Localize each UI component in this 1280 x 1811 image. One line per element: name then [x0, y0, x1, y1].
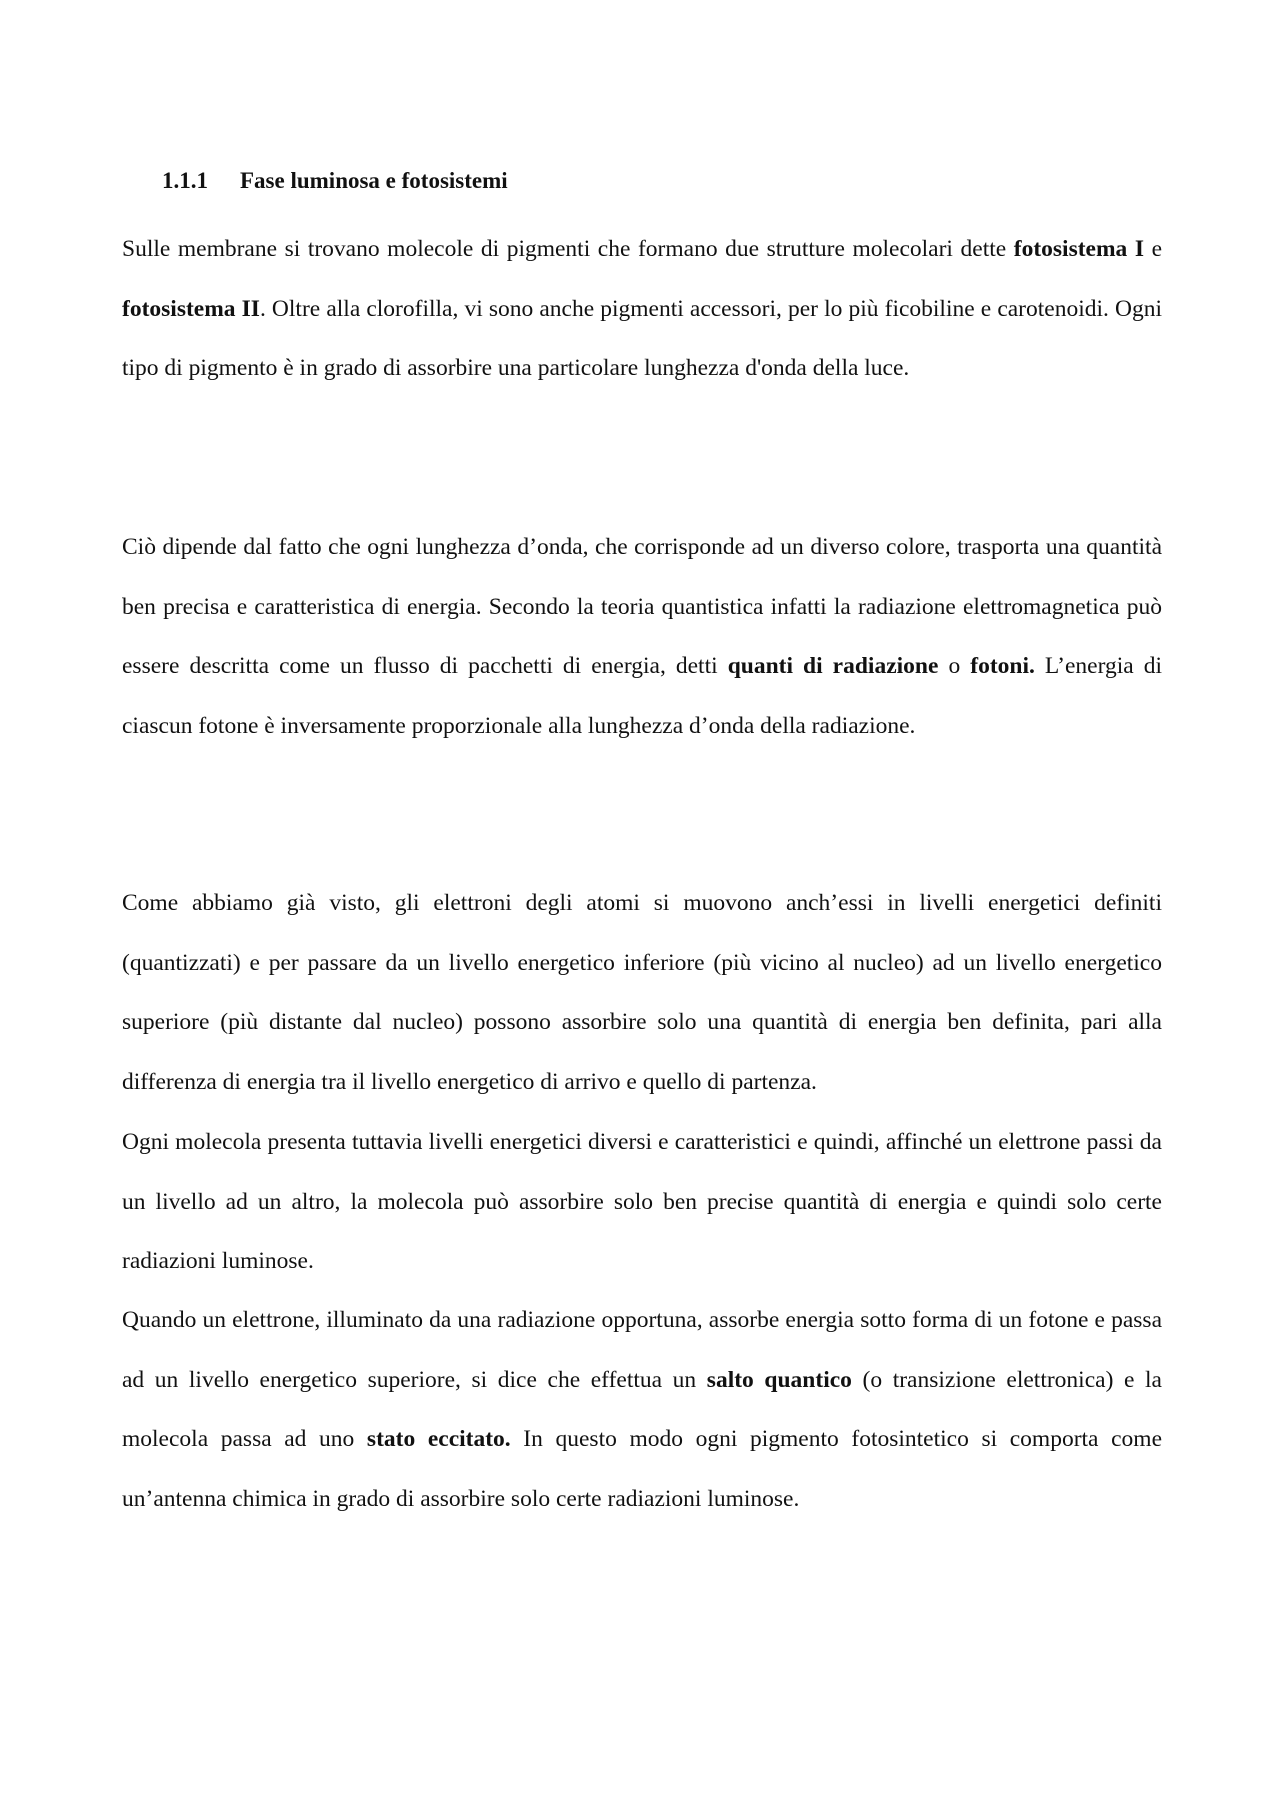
- paragraph-energy-levels: [122, 874, 1162, 1112]
- section-heading: [162, 166, 508, 196]
- text-run: Ciò dipende dal fatto che ogni lunghezza d’onda, che corrisponde ad un diverso colore, trasporta una quantità ben precisa e caratteristica di energia. Secondo la teoria quantistica infatti la radiazione elettromagnetica può essere descritta come un flusso di pacchetti di energia, detti: [122, 534, 1162, 680]
- text-run: Sulle membrane si trovano molecole di pigmenti che formano due strutture molecolari dette: [122, 236, 1014, 262]
- paragraph-quantum-jump: [122, 1291, 1162, 1529]
- bold-term: quanti di radiazione: [727, 653, 939, 680]
- text-run: . Oltre alla clorofilla, vi sono anche pigmenti accessori, per lo più ficobiline e carotenoidi. Ogni tipo di pigmento è in grado di assorbire una particolare lunghezza d'onda della luce.: [122, 295, 1162, 382]
- paragraph-molecule-levels: [122, 1113, 1162, 1292]
- text-run: o: [938, 653, 971, 680]
- text-run: L’energia di ciascun fotone è inversamente proporzionale alla lunghezza d’onda della radiazione.: [122, 653, 1162, 739]
- bold-term: fotosistema I: [1013, 236, 1145, 262]
- bold-term: salto quantico: [706, 1366, 852, 1393]
- text-run: In questo modo ogni pigmento fotosintetico si comporta come un’antenna chimica in grado di assorbire solo certe radiazioni luminose.: [122, 1426, 1162, 1512]
- text-run: Come abbiamo già visto, gli elettroni degli atomi si muovono anch’essi in livelli energetici definiti (quantizzati) e per passare da un livello energetico inferiore (più vicino al nucleo) ad un livello energetico superiore (più distante dal nucleo) possono assorbire solo una quantità di energia ben definita, pari alla differenza di energia tra il livello energetico di arrivo e quello di partenza.: [122, 890, 1162, 1095]
- paragraph-quanta: [122, 518, 1162, 756]
- text-run: (o transizione elettronica) e la molecola passa ad uno: [122, 1366, 1162, 1453]
- bold-term: stato eccitato.: [366, 1426, 511, 1453]
- bold-term: fotosistema II: [122, 295, 260, 322]
- paragraph-photosystems: [122, 220, 1162, 399]
- text-run: e: [1144, 236, 1163, 262]
- bold-term: fotoni.: [970, 653, 1035, 680]
- text-run: Quando un elettrone, illuminato da una radiazione opportuna, assorbe energia sotto forma di un fotone e passa ad un livello energetico superiore, si dice che effettua un: [122, 1307, 1162, 1393]
- section-number: 1.1.1: [162, 168, 208, 193]
- section-title: Fase luminosa e fotosistemi: [240, 168, 508, 193]
- text-run: Ogni molecola presenta tuttavia livelli energetici diversi e caratteristici e quindi, affinché un elettrone passi da un livello ad un altro, la molecola può assorbire solo ben precise quantità di energia e quindi solo certe radiazioni luminose.: [122, 1129, 1162, 1275]
